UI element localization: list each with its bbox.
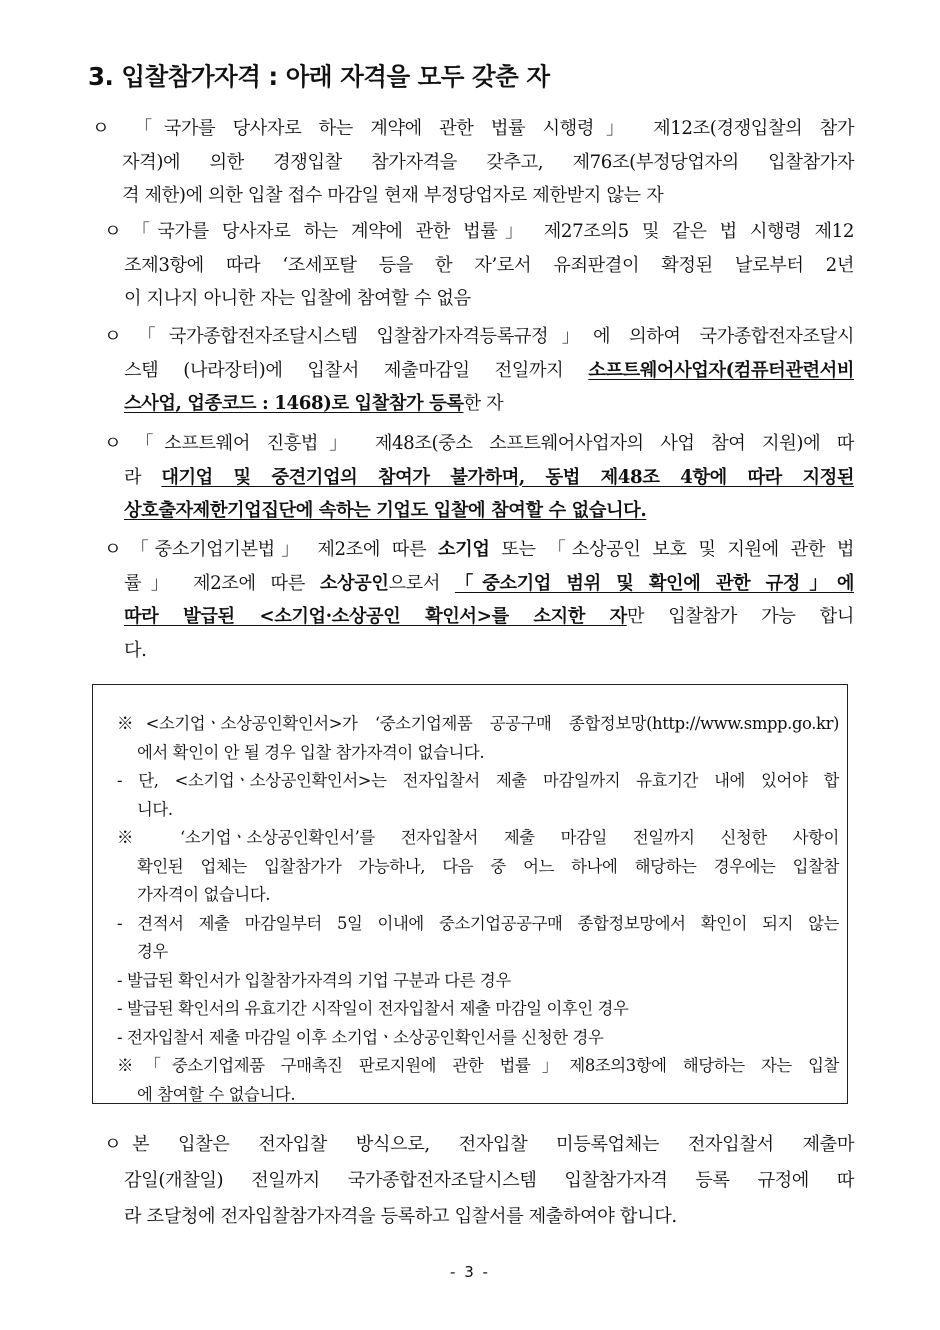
bullet-marker: ㅇ [104, 326, 122, 347]
eligibility-item-4 [104, 427, 854, 528]
emphasis-text: 소프트웨어사업자(컴퓨터관련서비 [588, 359, 854, 381]
item-line: 격 제한)에 의한 입찰 접수 마감일 현재 부정당업자로 제한받지 않는 자 [122, 185, 664, 206]
notice-lines [117, 710, 839, 1109]
bullet-marker: ㅇ [104, 539, 122, 560]
item-line: 자격)에 의한 경쟁입찰 참가자격을 갖추고, 제76조(부정당업자의 입찰참가자 [122, 151, 854, 173]
emphasis-text: 「중소기업 범위 및 확인에 관한 규정」에 [454, 572, 855, 594]
notice-box [92, 684, 848, 1104]
item-text: 또는 「소상공인 보호 및 지원에 관한 법 [489, 539, 854, 560]
notice-line: - 견적서 제출 마감일부터 5일 이내에 중소기업공공구매 종합정보망에서 확인이 되지 않는 [117, 913, 839, 933]
notice-line: 가자격이 없습니다. [137, 885, 271, 904]
emphasis-text: 소기업 [437, 539, 490, 560]
bullet-marker: ㅇ [104, 433, 122, 454]
emphasis-text: 상호출자제한기업집단에 속하는 기업도 입찰에 참여할 수 없습니다. [124, 500, 647, 521]
item-line: 감일(개찰일) 전일까지 국가종합전자조달시스템 입찰참가자격 등록 규정에 따 [124, 1170, 854, 1191]
item-line [104, 1127, 854, 1163]
eligibility-item-final [104, 1127, 854, 1235]
item-text: 「소프트웨어 진흥법」 제48조(중소 소프트웨어사업자의 사업 참여 지원)에 따 [124, 433, 854, 454]
notice-line: 확인된 업체는 입찰참가가 가능하나, 다음 중 어느 하나에 해당하는 경우에는 입찰참 [137, 856, 839, 876]
item-line [104, 387, 854, 421]
item-text: 라 [124, 466, 162, 488]
item-line: 라 조달청에 전자입찰참가자격을 등록하고 입찰서를 제출하여야 합니다. [124, 1206, 677, 1227]
item-text: 스템 (나라장터)에 입찰서 제출마감일 전일까지 [124, 359, 589, 381]
eligibility-item-5 [104, 533, 854, 667]
notice-line: 니다. [137, 799, 173, 819]
item-line [104, 494, 854, 528]
bullet-marker: ㅇ [104, 221, 122, 242]
item-text: 「중소기업기본법」 제2조에 따른 [124, 539, 438, 560]
item-line [104, 320, 854, 354]
eligibility-item-1 [92, 112, 854, 213]
section-heading: 3. 입찰참가자격 : 아래 자격을 모두 갖춘 자 [88, 62, 550, 91]
notice-line: ※「중소기업제품 구매촉진 판로지원에 관한 법률」제8조의3항에 해당하는 자는 입찰 [117, 1056, 839, 1075]
item-line: 다. [124, 639, 147, 661]
item-line [104, 354, 854, 388]
notice-line: - 발급된 확인서가 입찰참가자격의 기업 구분과 다른 경우 [117, 970, 511, 990]
item-line [104, 461, 854, 495]
notice-line: 에 참여할 수 없습니다. [137, 1084, 296, 1104]
item-text: 으로서 [388, 572, 455, 594]
item-text: 「국가종합전자조달시스템 입찰참가자격등록규정」에 의하여 국가종합전자조달시 [124, 326, 854, 347]
item-line [92, 112, 854, 146]
item-line [104, 600, 854, 634]
emphasis-text: 따라 발급된 <소기업·소상공인 확인서>를 소지한 자 [124, 606, 627, 627]
item-text: 본 입찰은 전자입찰 방식으로, 전자입찰 미등록업체는 전자입찰서 제출마 [132, 1134, 854, 1155]
item-text: 「국가를 당사자로 하는 계약에 관한 법률 시행령」 제12조(경쟁입찰의 참가 [122, 118, 854, 139]
emphasis-text: 대기업 및 중견기업의 참여가 불가하며, 동법 제48조 4항에 따라 지정된 [161, 466, 854, 488]
notice-line: ※<소기업ㆍ소상공인확인서>가 ‘중소기업제품 공공구매 종합정보망(http://www.smpp.go.kr) [117, 714, 839, 733]
item-line [104, 567, 854, 601]
item-text: 만 입찰참가 가능 합니 [626, 606, 854, 627]
notice-line: - 전자입찰서 제출 마감일 이후 소기업ㆍ소상공인확인서를 신청한 경우 [117, 1027, 604, 1047]
bullet-marker: ㅇ [104, 1134, 122, 1155]
item-text: 「국가를 당사자로 하는 계약에 관한 법률」 제27조의5 및 같은 법 시행령 제12 [124, 221, 854, 242]
emphasis-text: 스사업, 업종코드 : 1468)로 입찰참가 등록 [124, 393, 464, 414]
item-line [104, 215, 854, 249]
notice-line: - 발급된 확인서의 유효기간 시작일이 전자입찰서 제출 마감일 이후인 경우 [117, 999, 629, 1018]
eligibility-item-3 [104, 320, 854, 421]
notice-line: - 단, <소기업ㆍ소상공인확인서>는 전자입찰서 제출 마감일까지 유효기간 내에 있어야 합 [117, 771, 839, 790]
bullet-marker: ㅇ [92, 118, 110, 139]
item-text: 률」 제2조에 따른 [124, 572, 320, 594]
notice-line: 에서 확인이 안 될 경우 입찰 참가자격이 없습니다. [137, 742, 485, 762]
item-line [104, 533, 854, 567]
notice-line: ※ ‘소기업ㆍ소상공인확인서’를 전자입찰서 제출 마감일 전일까지 신청한 사항이 [117, 828, 839, 847]
notice-line: 경우 [137, 942, 168, 961]
item-line: 조제3항에 따라 ‘조세포탈 등을 한 자’로서 유죄판결이 확정된 날로부터 2년 [124, 254, 854, 276]
page-number: - 3 - [450, 1263, 490, 1281]
item-line: 이 지나지 아니한 자는 입찰에 참여할 수 없음 [124, 288, 471, 309]
emphasis-text: 소상공인 [319, 572, 389, 594]
item-line [104, 427, 854, 461]
item-text: 한 자 [463, 393, 504, 414]
eligibility-item-2 [104, 215, 854, 316]
